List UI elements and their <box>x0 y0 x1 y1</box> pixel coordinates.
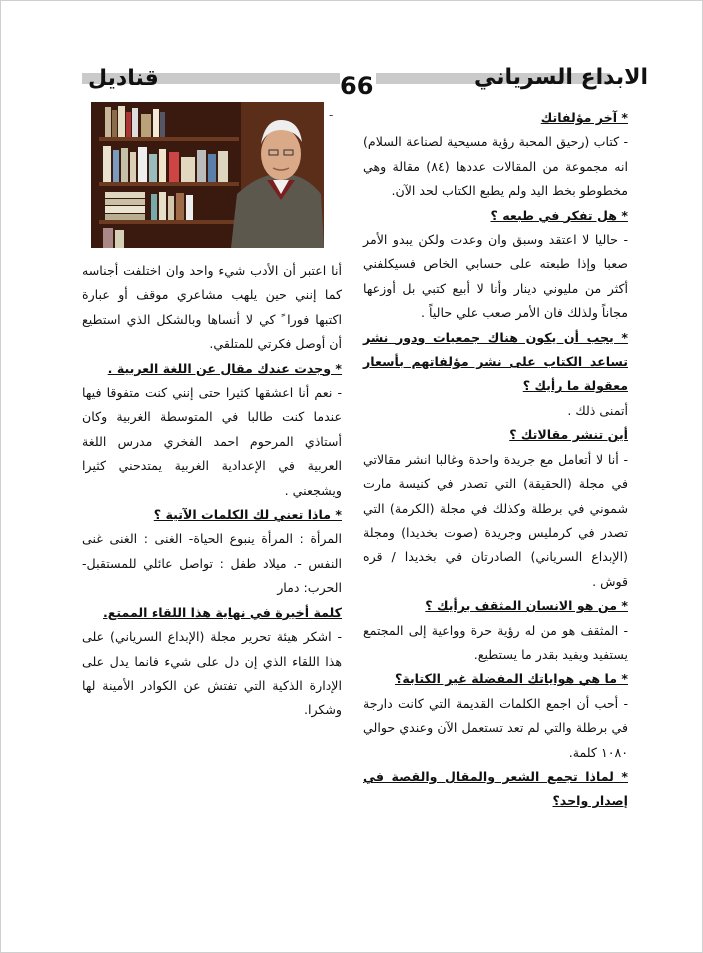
interview-answer: - اشكر هيئة تحرير مجلة (الإبداع السرياني) على هذا اللقاء الذي إن دل على شيء فانما يدل على الإدارة الذكية التي تفتش عن الكوادر الأمينة لها وشكرا. <box>82 629 342 718</box>
magazine-title: الابداع السرياني <box>474 65 649 90</box>
interview-question: أين تنشر مقالاتك ؟ <box>509 427 628 443</box>
interview-answer: - أنا لا أتعامل مع جريدة واحدة وغالبا انشر مقالاتي في مجلة (الحقيقة) التي تصدر في كنيسة مارت شموني في برطلة وكذلك في مجلة (الكرمة) التي تصدر في كرمليس وجريدة (صوت بخديدا) ومجلة (الإبداع السرياني) الصادرتان في بخديدا / قره قوش . <box>363 451 628 589</box>
interview-answer: أنا اعتبر أن الأدب شيء واحد وان اختلفت أجناسه كما إنني حين يلهب مشاعري موقف أو عبارة اكتبها فورا ً كي لا أنساها وبالشكل الذي استطيع أن أوصل فكرتي للمتلقي. <box>82 263 342 352</box>
article-column-left <box>82 259 342 723</box>
interview-answer: - كتاب (رحيق المحبة رؤية مسيحية لصناعة السلام) انه مجموعة من المقالات عددها (٨٤) مقالة وهي مخطوطو بخط اليد ولم يطبع الكتاب لحد الآن. <box>363 134 628 199</box>
interview-question: * هل تفكر في طبعه ؟ <box>490 207 628 223</box>
article-column-right <box>363 106 628 814</box>
interview-answer: - أحب أن اجمع الكلمات القديمة التي كانت دارجة في برطلة والتي لم تعد تستعمل الآن وعندي حوالي ١٠٨٠ كلمة. <box>363 695 628 760</box>
interview-answer: - نعم أنا اعشقها كثيرا حتى إنني كنت متفوقا فيها عندما كنت طالبا في المتوسطة الغربية وكان أستاذي المرحوم احمد الفخري مدرس اللغة العربية في الإعدادية الغربية يمتدحني كثيرا ويشجعني . <box>82 385 342 498</box>
section-title: قناديل <box>88 66 159 91</box>
divider-mark: - <box>329 108 334 122</box>
interview-answer: المرأة : المرأة ينبوع الحياة- الغنى : الغنى غنى النفس -. ميلاد طفل : تواصل عائلي للمستقبل- الحرب: دمار <box>82 531 342 596</box>
author-portrait-photo <box>91 102 324 248</box>
interview-answer: - المثقف هو من له رؤية حرة وواعية إلى المجتمع يستفيد ويفيد بقدر ما يستطيع. <box>363 622 628 662</box>
interview-question: * ماذا تعني لك الكلمات الآتية ؟ <box>153 507 342 523</box>
interview-question: * من هو الانسان المثقف برأيك ؟ <box>425 598 628 614</box>
interview-answer: - حاليا لا اعتقد وسبق وان وعدت ولكن يبدو الأمر صعبا وإذا طبعته على حسابي الخاص فسيكلفني أكثر من مليوني دينار وأنا لا أبيع كتبي بل أوزعها مجاناً ولذلك فان الأمر صعب علي حالياً . <box>363 232 628 321</box>
interview-question: * ما هي هواياتك المفضلة غير الكتابة؟ <box>395 671 628 687</box>
interview-question: * آخر مؤلفاتك <box>540 110 628 125</box>
interview-question: كلمة أخيرة في نهاية هذا اللقاء الممتع. <box>103 604 342 620</box>
interview-question: * وجدت عندك مقال عن اللغة العربية . <box>107 360 342 376</box>
interview-question: * يجب أن يكون هناك جمعيات ودور نشر تساعد الكتاب على نشر مؤلفاتهم بأسعار معقولة ما رأيك ؟ <box>363 329 628 394</box>
interview-question: * لماذا تجمع الشعر والمقال والقصة في إصدار واحد؟ <box>363 768 628 809</box>
interview-answer: أتمنى ذلك . <box>567 402 628 418</box>
page-number: 66 <box>340 72 374 100</box>
